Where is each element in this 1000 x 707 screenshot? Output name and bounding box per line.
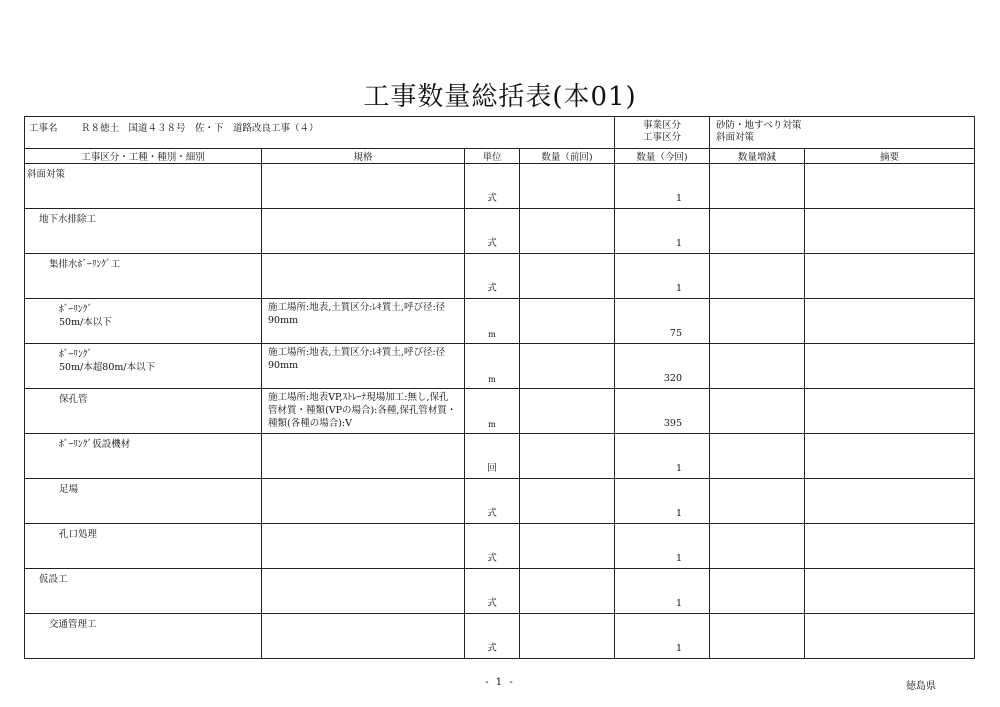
table-row [25, 614, 975, 659]
item-name-cell [25, 254, 262, 299]
column-header: 数量増減 [710, 149, 805, 164]
table-row [25, 524, 975, 569]
spec-cell [262, 209, 465, 254]
item-spec [262, 614, 464, 618]
unit-cell [465, 254, 520, 299]
remarks-cell [805, 524, 975, 569]
table-row [25, 209, 975, 254]
remarks-cell [805, 569, 975, 614]
business-class-label: 事業区分 [643, 120, 682, 131]
table-row [25, 254, 975, 299]
qty-prev-cell [520, 344, 615, 389]
remarks-cell [805, 254, 975, 299]
unit-cell [465, 209, 520, 254]
unit-cell [465, 299, 520, 344]
item-name-cell [25, 524, 262, 569]
qty-diff-cell [710, 344, 805, 389]
qty-current-cell [615, 164, 710, 209]
column-header-row [25, 149, 975, 164]
qty-prev-cell [520, 209, 615, 254]
item-spec [262, 434, 464, 438]
item-unit: m [488, 330, 496, 339]
item-qty: 1 [675, 553, 683, 564]
item-unit: 式 [487, 283, 497, 294]
item-unit: m [488, 375, 496, 384]
project-label: 工事名 [29, 123, 58, 134]
class-value-cell [710, 117, 975, 149]
qty-prev-cell [520, 479, 615, 524]
qty-diff-cell [710, 569, 805, 614]
item-name-cell [25, 569, 262, 614]
qty-current-cell [615, 299, 710, 344]
qty-diff-cell [710, 389, 805, 434]
item-unit: 式 [487, 553, 497, 564]
project-cell [25, 117, 615, 149]
document-title: 工事数量総括表(本01) [363, 82, 637, 112]
item-unit: 式 [487, 238, 497, 249]
item-unit: 回 [487, 463, 497, 474]
qty-diff-cell [710, 479, 805, 524]
qty-prev-cell [520, 254, 615, 299]
item-spec: 施工場所:地表VP,ｽﾄﾚｰﾅ現場加工:無し,保孔管材質・種類(VPの場合):各種,保孔管材質・種類(各種の場合):V [268, 392, 457, 429]
item-name: 交通管理工 [49, 619, 97, 630]
item-qty: 1 [675, 463, 683, 474]
qty-diff-cell [710, 299, 805, 344]
table-row [25, 344, 975, 389]
qty-current-cell [615, 434, 710, 479]
item-name: 仮設工 [39, 574, 68, 585]
item-spec: 施工場所:地表,土質区分:ﾚｷ質土,呼び径:径90mm [268, 347, 446, 371]
item-spec [262, 479, 464, 483]
remarks-cell [805, 389, 975, 434]
class-label-cell [615, 117, 710, 149]
item-name-cell [25, 164, 262, 209]
item-qty: 1 [675, 238, 683, 249]
remarks-cell [805, 434, 975, 479]
unit-cell [465, 434, 520, 479]
item-unit: m [488, 420, 496, 429]
table-row [25, 434, 975, 479]
qty-prev-cell [520, 434, 615, 479]
table-row [25, 164, 975, 209]
table-row [25, 299, 975, 344]
item-name-cell [25, 389, 262, 434]
qty-prev-cell [520, 524, 615, 569]
item-name-cell [25, 614, 262, 659]
table-row [25, 569, 975, 614]
item-qty: 1 [675, 598, 683, 609]
item-spec: 施工場所:地表,土質区分:ﾚｷ質土,呼び径:径90mm [268, 302, 446, 326]
item-name: 集排水ﾎﾞｰﾘﾝｸﾞ工 [49, 259, 121, 270]
table-row [25, 389, 975, 434]
spec-cell [262, 164, 465, 209]
item-subname: 50m/本超80m/本以下 [59, 362, 156, 373]
page-number: - 1 - [485, 677, 515, 688]
item-spec [262, 254, 464, 258]
item-name: ﾎﾞｰﾘﾝｸﾞ [59, 304, 93, 315]
item-qty: 1 [675, 193, 683, 204]
remarks-cell [805, 614, 975, 659]
remarks-cell [805, 299, 975, 344]
unit-cell [465, 164, 520, 209]
item-unit: 式 [487, 508, 497, 519]
item-unit: 式 [487, 598, 497, 609]
item-unit: 式 [487, 643, 497, 654]
item-name: 足場 [59, 484, 79, 495]
summary-table [24, 116, 975, 659]
qty-current-cell [615, 569, 710, 614]
qty-diff-cell [710, 434, 805, 479]
qty-diff-cell [710, 209, 805, 254]
item-name: 地下水排除工 [39, 214, 97, 225]
unit-cell [465, 524, 520, 569]
spec-cell [262, 254, 465, 299]
column-header: 工事区分・工種・種別・細別 [25, 149, 262, 164]
item-name: 斜面対策 [27, 169, 66, 180]
item-unit: 式 [487, 193, 497, 204]
unit-cell [465, 614, 520, 659]
column-header: 規格 [262, 149, 465, 164]
item-qty: 1 [675, 283, 683, 294]
project-name: Ｒ８徳土 国道４３８号 佐・下 道路改良工事（４） [81, 123, 319, 134]
qty-diff-cell [710, 524, 805, 569]
spec-cell [262, 479, 465, 524]
unit-cell [465, 389, 520, 434]
spec-cell [262, 524, 465, 569]
qty-prev-cell [520, 164, 615, 209]
item-qty: 75 [669, 328, 683, 339]
remarks-cell [805, 164, 975, 209]
spec-cell [262, 299, 465, 344]
spec-cell [262, 344, 465, 389]
column-header: 単位 [465, 149, 520, 164]
spec-cell [262, 614, 465, 659]
qty-current-cell [615, 254, 710, 299]
qty-current-cell [615, 524, 710, 569]
item-name-cell [25, 209, 262, 254]
item-name: ﾎﾞｰﾘﾝｸﾞ [59, 349, 93, 360]
item-qty: 1 [675, 508, 683, 519]
spec-cell [262, 434, 465, 479]
item-name-cell [25, 479, 262, 524]
column-header: 数量（前回) [520, 149, 615, 164]
qty-diff-cell [710, 164, 805, 209]
item-subname: 50m/本以下 [59, 317, 112, 328]
item-name: 孔口処理 [59, 529, 98, 540]
qty-prev-cell [520, 389, 615, 434]
qty-current-cell [615, 344, 710, 389]
unit-cell [465, 479, 520, 524]
qty-diff-cell [710, 614, 805, 659]
item-spec [262, 164, 464, 168]
item-qty: 1 [675, 643, 683, 654]
qty-current-cell [615, 614, 710, 659]
qty-diff-cell [710, 254, 805, 299]
qty-current-cell [615, 389, 710, 434]
column-header: 摘要 [805, 149, 975, 164]
spec-cell [262, 389, 465, 434]
unit-cell [465, 569, 520, 614]
work-class-label: 工事区分 [643, 132, 682, 143]
item-name-cell [25, 344, 262, 389]
qty-prev-cell [520, 614, 615, 659]
project-header-row [25, 117, 975, 149]
organization-name: 徳島県 [906, 681, 936, 692]
column-header: 数量（今回) [615, 149, 710, 164]
item-spec [262, 569, 464, 573]
unit-cell [465, 344, 520, 389]
item-name-cell [25, 299, 262, 344]
table-body [25, 164, 975, 659]
spec-cell [262, 569, 465, 614]
qty-prev-cell [520, 299, 615, 344]
item-spec [262, 524, 464, 528]
work-class-value: 斜面対策 [716, 132, 755, 143]
qty-current-cell [615, 209, 710, 254]
item-spec [262, 209, 464, 213]
item-name: 保孔管 [59, 394, 88, 405]
table-row [25, 479, 975, 524]
business-class-value: 砂防・地すべり対策 [716, 120, 802, 131]
item-qty: 320 [663, 373, 683, 384]
item-name-cell [25, 434, 262, 479]
item-name: ﾎﾞｰﾘﾝｸﾞ仮設機材 [59, 439, 131, 450]
remarks-cell [805, 344, 975, 389]
remarks-cell [805, 209, 975, 254]
remarks-cell [805, 479, 975, 524]
qty-prev-cell [520, 569, 615, 614]
qty-current-cell [615, 479, 710, 524]
item-qty: 395 [663, 418, 683, 429]
